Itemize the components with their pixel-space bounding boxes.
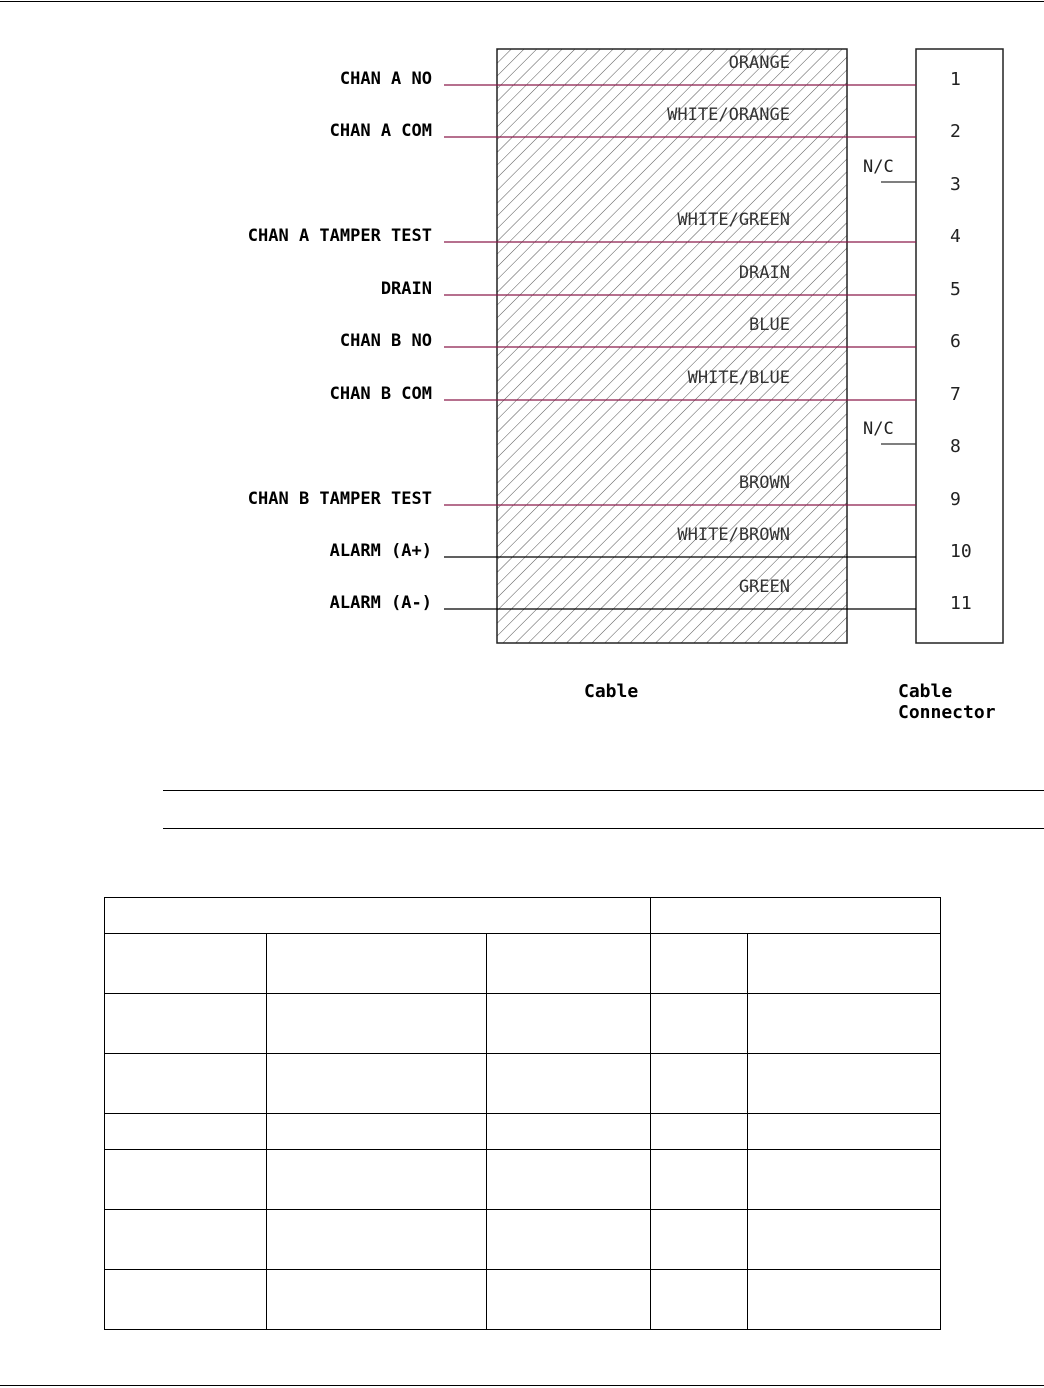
connector-pin-number: 10 <box>950 541 972 562</box>
wire-color-label: WHITE/ORANGE <box>667 105 790 125</box>
table-cell <box>748 1270 941 1330</box>
table-cell <box>748 1114 941 1150</box>
table-cell <box>748 1054 941 1114</box>
table-cell <box>748 934 941 994</box>
table-cell <box>105 1150 267 1210</box>
signal-label: CHAN A NO <box>339 69 432 89</box>
bottom-rule <box>0 1385 1044 1386</box>
signal-label: CHAN B TAMPER TEST <box>247 489 432 509</box>
table-cell <box>651 1114 748 1150</box>
connector-caption-line1: Cable <box>898 681 953 702</box>
table-row <box>105 1150 941 1210</box>
table-cell <box>105 1114 267 1150</box>
table-cell <box>748 1210 941 1270</box>
connector-pin-number: 2 <box>950 121 961 142</box>
table-cell <box>487 994 651 1054</box>
table-cell <box>105 934 267 994</box>
table-row <box>105 1270 941 1330</box>
connector-pin-number: 6 <box>950 331 961 352</box>
signal-label: ALARM (A-) <box>329 593 432 613</box>
wire-color-label: DRAIN <box>738 263 790 283</box>
connector-pin-number: 9 <box>950 489 961 510</box>
table-header-group-connector <box>651 898 941 934</box>
table-cell <box>651 934 748 994</box>
table-cell <box>105 994 267 1054</box>
wire-color-label: GREEN <box>738 577 790 597</box>
connector-pin-number: 11 <box>950 593 972 614</box>
connector-pin-number: 7 <box>950 384 961 405</box>
table-cell <box>267 1270 487 1330</box>
table-cell <box>267 934 487 994</box>
connector-pin-number: 4 <box>950 226 961 247</box>
table-header-group-cable <box>105 898 651 934</box>
table-cell <box>651 1054 748 1114</box>
signal-label: CHAN A TAMPER TEST <box>247 226 432 246</box>
wire-color-label: ORANGE <box>728 53 790 73</box>
wire-color-label: WHITE/GREEN <box>677 210 790 230</box>
table-cell <box>487 1114 651 1150</box>
nc-label: N/C <box>863 419 894 439</box>
table-cell <box>267 1054 487 1114</box>
table-row <box>105 1114 941 1150</box>
table-cell <box>487 1150 651 1210</box>
table-cell <box>748 994 941 1054</box>
signal-label: ALARM (A+) <box>329 541 432 561</box>
table-cell <box>651 994 748 1054</box>
wire-color-label: WHITE/BLUE <box>687 368 790 388</box>
wire-color-label: BROWN <box>738 473 790 493</box>
table-cell <box>267 1150 487 1210</box>
table-header-row <box>105 898 941 934</box>
cable-body <box>497 49 847 643</box>
pinout-table <box>104 897 941 1330</box>
table-row <box>105 1054 941 1114</box>
connector-pin-number: 5 <box>950 279 961 300</box>
signal-label: CHAN B NO <box>339 331 432 351</box>
connector-pin-number: 1 <box>950 69 961 90</box>
table-row <box>105 1210 941 1270</box>
wire-color-label: WHITE/BROWN <box>677 525 790 545</box>
table-row <box>105 994 941 1054</box>
table-row <box>105 934 941 994</box>
table-cell <box>105 1054 267 1114</box>
connector-pin-number: 8 <box>950 436 961 457</box>
table-cell <box>267 1114 487 1150</box>
table-cell <box>105 1270 267 1330</box>
wire-color-label: BLUE <box>749 315 790 335</box>
table-cell <box>267 1210 487 1270</box>
section-rule-lower <box>163 828 1044 829</box>
table-cell <box>487 1054 651 1114</box>
signal-label: DRAIN <box>380 279 432 299</box>
table-cell <box>487 1210 651 1270</box>
signal-label: CHAN A COM <box>329 121 432 141</box>
table-cell <box>105 1210 267 1270</box>
cable-caption: Cable <box>584 681 639 702</box>
table-cell <box>651 1150 748 1210</box>
signal-label: CHAN B COM <box>329 384 432 404</box>
connector-caption-line2: Connector <box>898 702 996 723</box>
table-cell <box>487 1270 651 1330</box>
nc-label: N/C <box>863 157 894 177</box>
table-cell <box>651 1210 748 1270</box>
connector-pin-number: 3 <box>950 174 961 195</box>
section-rule-upper <box>163 790 1044 791</box>
table-cell <box>267 994 487 1054</box>
table-cell <box>748 1150 941 1210</box>
table-cell <box>487 934 651 994</box>
table-cell <box>651 1270 748 1330</box>
